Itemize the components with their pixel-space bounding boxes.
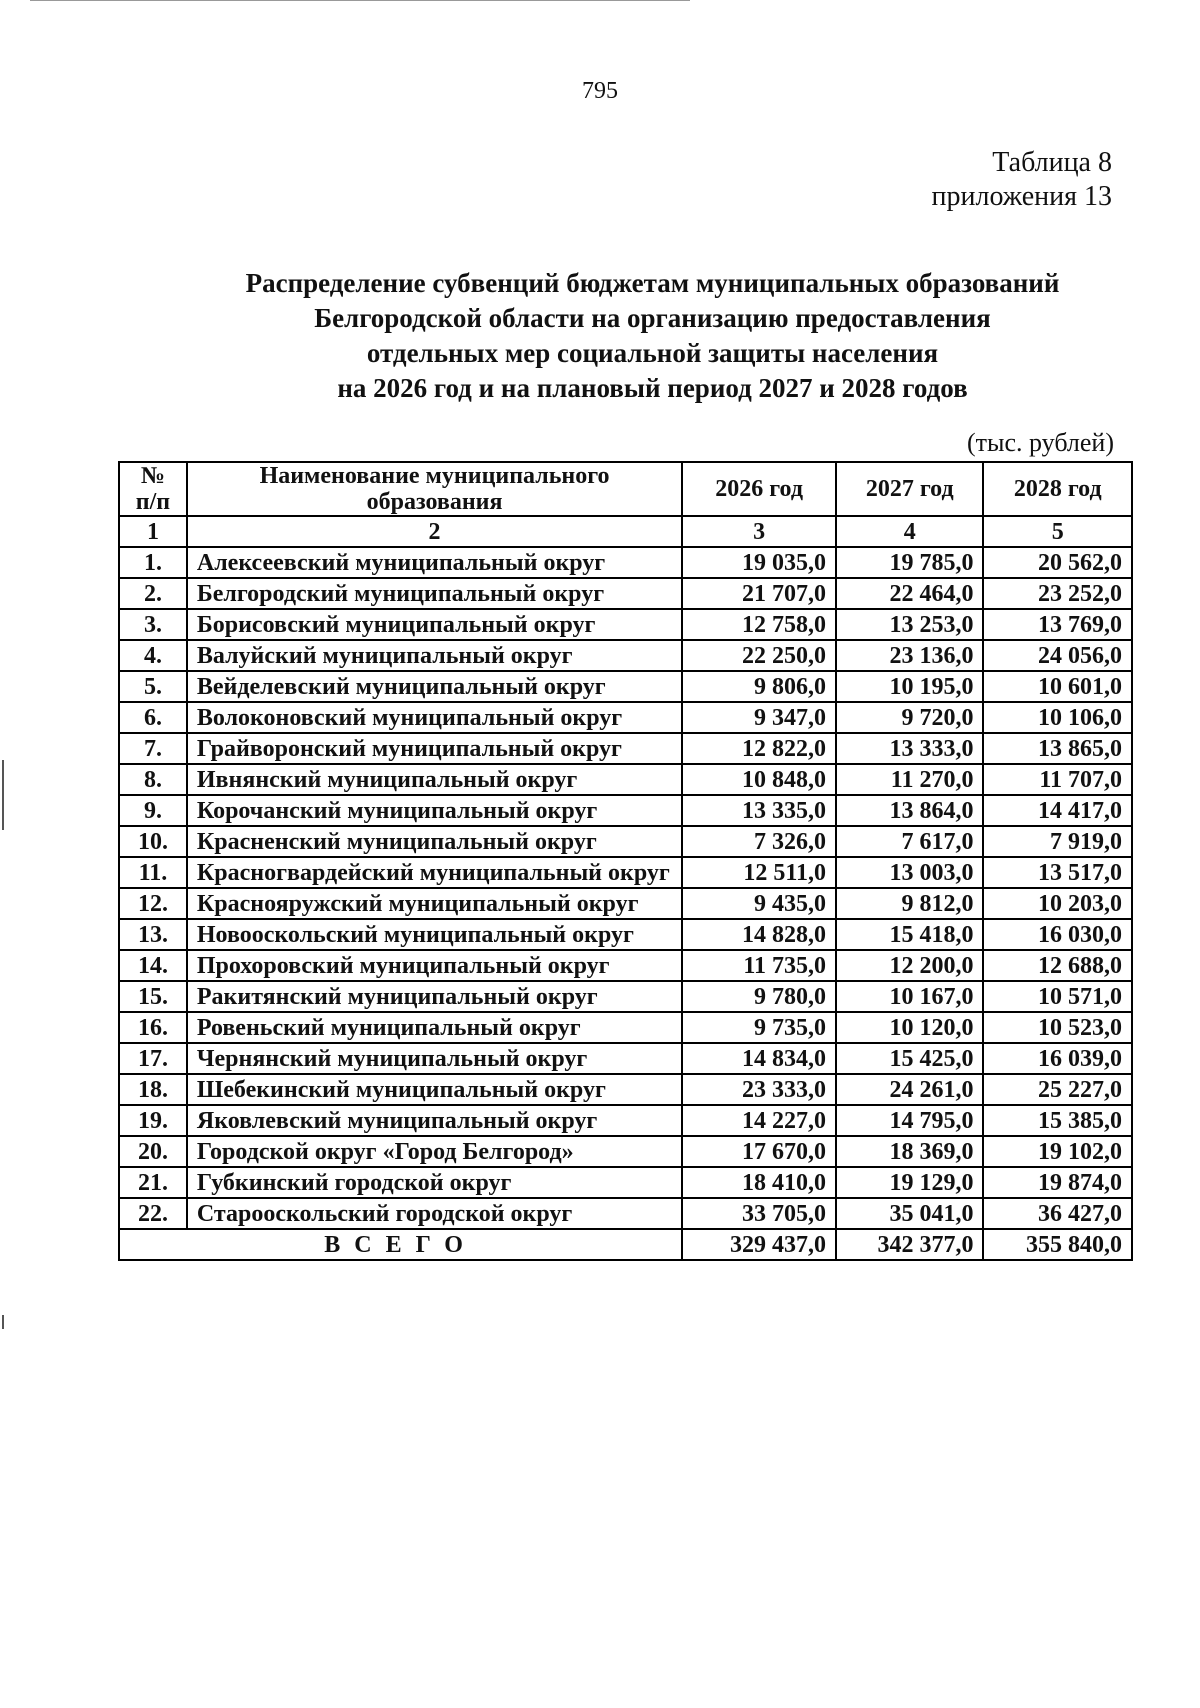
header-2028: 2028 год [983, 462, 1132, 516]
value-2027: 14 795,0 [836, 1105, 983, 1136]
row-number: 10. [119, 826, 187, 857]
value-2027: 13 253,0 [836, 609, 983, 640]
row-number: 2. [119, 578, 187, 609]
table-row [119, 764, 1132, 795]
municipality-name: Алексеевский муниципальный округ [187, 547, 682, 578]
value-2026: 17 670,0 [682, 1136, 836, 1167]
header-name: Наименование муниципального образования [187, 462, 682, 516]
municipality-name: Шебекинский муниципальный округ [187, 1074, 682, 1105]
appendix-annex-label: приложения 13 [931, 181, 1112, 212]
value-2027: 7 617,0 [836, 826, 983, 857]
table-row [119, 981, 1132, 1012]
row-number: 8. [119, 764, 187, 795]
row-number: 16. [119, 1012, 187, 1043]
title-line: Белгородской области на организацию предоставления [314, 303, 991, 333]
row-number: 22. [119, 1198, 187, 1229]
value-2026: 22 250,0 [682, 640, 836, 671]
column-number: 2 [187, 516, 682, 547]
municipality-name: Ивнянский муниципальный округ [187, 764, 682, 795]
municipality-name: Городской округ «Город Белгород» [187, 1136, 682, 1167]
value-2028: 13 865,0 [983, 733, 1132, 764]
value-2028: 16 030,0 [983, 919, 1132, 950]
row-number: 20. [119, 1136, 187, 1167]
value-2026: 9 347,0 [682, 702, 836, 733]
table-row [119, 1105, 1132, 1136]
scan-margin-mark [2, 760, 4, 830]
column-number: 5 [983, 516, 1132, 547]
value-2028: 10 106,0 [983, 702, 1132, 733]
scan-top-rule [30, 0, 690, 1]
total-2026: 329 437,0 [682, 1229, 836, 1260]
value-2026: 10 848,0 [682, 764, 836, 795]
value-2028: 10 523,0 [983, 1012, 1132, 1043]
table-row [119, 795, 1132, 826]
value-2027: 15 418,0 [836, 919, 983, 950]
table-row [119, 1012, 1132, 1043]
municipality-name: Волоконовский муниципальный округ [187, 702, 682, 733]
value-2027: 19 129,0 [836, 1167, 983, 1198]
value-2026: 21 707,0 [682, 578, 836, 609]
value-2027: 23 136,0 [836, 640, 983, 671]
value-2028: 12 688,0 [983, 950, 1132, 981]
column-number: 3 [682, 516, 836, 547]
value-2028: 14 417,0 [983, 795, 1132, 826]
row-number: 9. [119, 795, 187, 826]
municipality-name: Губкинский городской округ [187, 1167, 682, 1198]
value-2027: 10 167,0 [836, 981, 983, 1012]
title-line: отдельных мер социальной защиты населения [366, 338, 939, 368]
total-label: ВСЕГО [119, 1229, 682, 1260]
table-row [119, 919, 1132, 950]
municipality-name: Краснояружский муниципальный округ [187, 888, 682, 919]
municipality-name: Новооскольский муниципальный округ [187, 919, 682, 950]
value-2028: 13 769,0 [983, 609, 1132, 640]
value-2026: 14 227,0 [682, 1105, 836, 1136]
table-row [119, 950, 1132, 981]
municipality-name: Красногвардейский муниципальный округ [187, 857, 682, 888]
municipality-name: Чернянский муниципальный округ [187, 1043, 682, 1074]
value-2026: 9 806,0 [682, 671, 836, 702]
table-row [119, 578, 1132, 609]
table-row [119, 733, 1132, 764]
document-title [120, 266, 1185, 406]
value-2028: 11 707,0 [983, 764, 1132, 795]
value-2028: 15 385,0 [983, 1105, 1132, 1136]
municipality-name: Прохоровский муниципальный округ [187, 950, 682, 981]
row-number: 4. [119, 640, 187, 671]
municipality-name: Ровеньский муниципальный округ [187, 1012, 682, 1043]
column-number-row [119, 516, 1132, 547]
value-2027: 19 785,0 [836, 547, 983, 578]
value-2027: 9 720,0 [836, 702, 983, 733]
total-2028: 355 840,0 [983, 1229, 1132, 1260]
value-2026: 18 410,0 [682, 1167, 836, 1198]
value-2026: 9 780,0 [682, 981, 836, 1012]
row-number: 13. [119, 919, 187, 950]
value-2028: 16 039,0 [983, 1043, 1132, 1074]
row-number: 17. [119, 1043, 187, 1074]
column-number: 4 [836, 516, 983, 547]
header-2027: 2027 год [836, 462, 983, 516]
row-number: 21. [119, 1167, 187, 1198]
value-2028: 7 919,0 [983, 826, 1132, 857]
row-number: 19. [119, 1105, 187, 1136]
table-row [119, 671, 1132, 702]
table-row [119, 1074, 1132, 1105]
appendix-table-label: Таблица 8 [992, 147, 1112, 178]
value-2027: 10 195,0 [836, 671, 983, 702]
row-number: 3. [119, 609, 187, 640]
value-2026: 12 822,0 [682, 733, 836, 764]
value-2027: 9 812,0 [836, 888, 983, 919]
table-row [119, 640, 1132, 671]
value-2026: 33 705,0 [682, 1198, 836, 1229]
value-2027: 35 041,0 [836, 1198, 983, 1229]
row-number: 11. [119, 857, 187, 888]
table-row [119, 702, 1132, 733]
units-label: (тыс. рублей) [966, 428, 1114, 457]
row-number: 15. [119, 981, 187, 1012]
table-row [119, 609, 1132, 640]
title-line: Распределение субвенций бюджетам муниципальных образований [245, 268, 1060, 298]
municipality-name: Красненский муниципальный округ [187, 826, 682, 857]
table-row [119, 888, 1132, 919]
value-2028: 19 874,0 [983, 1167, 1132, 1198]
value-2027: 13 864,0 [836, 795, 983, 826]
value-2028: 25 227,0 [983, 1074, 1132, 1105]
municipality-name: Грайворонский муниципальный округ [187, 733, 682, 764]
page-number: 795 [582, 78, 618, 104]
total-row [119, 1229, 1132, 1260]
header-number: № п/п [119, 462, 187, 516]
subvention-table [118, 461, 1133, 1261]
value-2027: 12 200,0 [836, 950, 983, 981]
appendix-reference [932, 146, 1113, 214]
municipality-name: Ракитянский муниципальный округ [187, 981, 682, 1012]
municipality-name: Валуйский муниципальный округ [187, 640, 682, 671]
value-2027: 10 120,0 [836, 1012, 983, 1043]
value-2026: 12 511,0 [682, 857, 836, 888]
value-2026: 7 326,0 [682, 826, 836, 857]
value-2028: 36 427,0 [983, 1198, 1132, 1229]
municipality-name: Белгородский муниципальный округ [187, 578, 682, 609]
value-2027: 13 003,0 [836, 857, 983, 888]
table-row [119, 547, 1132, 578]
row-number: 1. [119, 547, 187, 578]
municipality-name: Борисовский муниципальный округ [187, 609, 682, 640]
value-2026: 23 333,0 [682, 1074, 836, 1105]
value-2028: 10 203,0 [983, 888, 1132, 919]
value-2028: 20 562,0 [983, 547, 1132, 578]
row-number: 6. [119, 702, 187, 733]
municipality-name: Яковлевский муниципальный округ [187, 1105, 682, 1136]
value-2026: 19 035,0 [682, 547, 836, 578]
value-2026: 14 828,0 [682, 919, 836, 950]
column-number: 1 [119, 516, 187, 547]
header-2026: 2026 год [682, 462, 836, 516]
value-2026: 9 735,0 [682, 1012, 836, 1043]
value-2026: 9 435,0 [682, 888, 836, 919]
value-2028: 23 252,0 [983, 578, 1132, 609]
table-row [119, 1198, 1132, 1229]
table-row [119, 826, 1132, 857]
row-number: 14. [119, 950, 187, 981]
municipality-name: Вейделевский муниципальный округ [187, 671, 682, 702]
value-2027: 18 369,0 [836, 1136, 983, 1167]
table-row [119, 1043, 1132, 1074]
value-2028: 24 056,0 [983, 640, 1132, 671]
table-row [119, 1167, 1132, 1198]
row-number: 18. [119, 1074, 187, 1105]
row-number: 7. [119, 733, 187, 764]
value-2028: 19 102,0 [983, 1136, 1132, 1167]
value-2026: 12 758,0 [682, 609, 836, 640]
value-2027: 13 333,0 [836, 733, 983, 764]
value-2027: 11 270,0 [836, 764, 983, 795]
value-2026: 13 335,0 [682, 795, 836, 826]
value-2028: 10 601,0 [983, 671, 1132, 702]
scan-margin-mark [2, 1315, 4, 1329]
table-header-row [119, 462, 1132, 516]
table-row [119, 1136, 1132, 1167]
municipality-name: Старооскольский городской округ [187, 1198, 682, 1229]
table-row [119, 857, 1132, 888]
value-2027: 22 464,0 [836, 578, 983, 609]
municipality-name: Корочанский муниципальный округ [187, 795, 682, 826]
row-number: 5. [119, 671, 187, 702]
value-2026: 11 735,0 [682, 950, 836, 981]
total-2027: 342 377,0 [836, 1229, 983, 1260]
value-2028: 13 517,0 [983, 857, 1132, 888]
value-2026: 14 834,0 [682, 1043, 836, 1074]
value-2027: 15 425,0 [836, 1043, 983, 1074]
row-number: 12. [119, 888, 187, 919]
title-line: на 2026 год и на плановый период 2027 и 2028 годов [337, 373, 968, 403]
value-2027: 24 261,0 [836, 1074, 983, 1105]
value-2028: 10 571,0 [983, 981, 1132, 1012]
